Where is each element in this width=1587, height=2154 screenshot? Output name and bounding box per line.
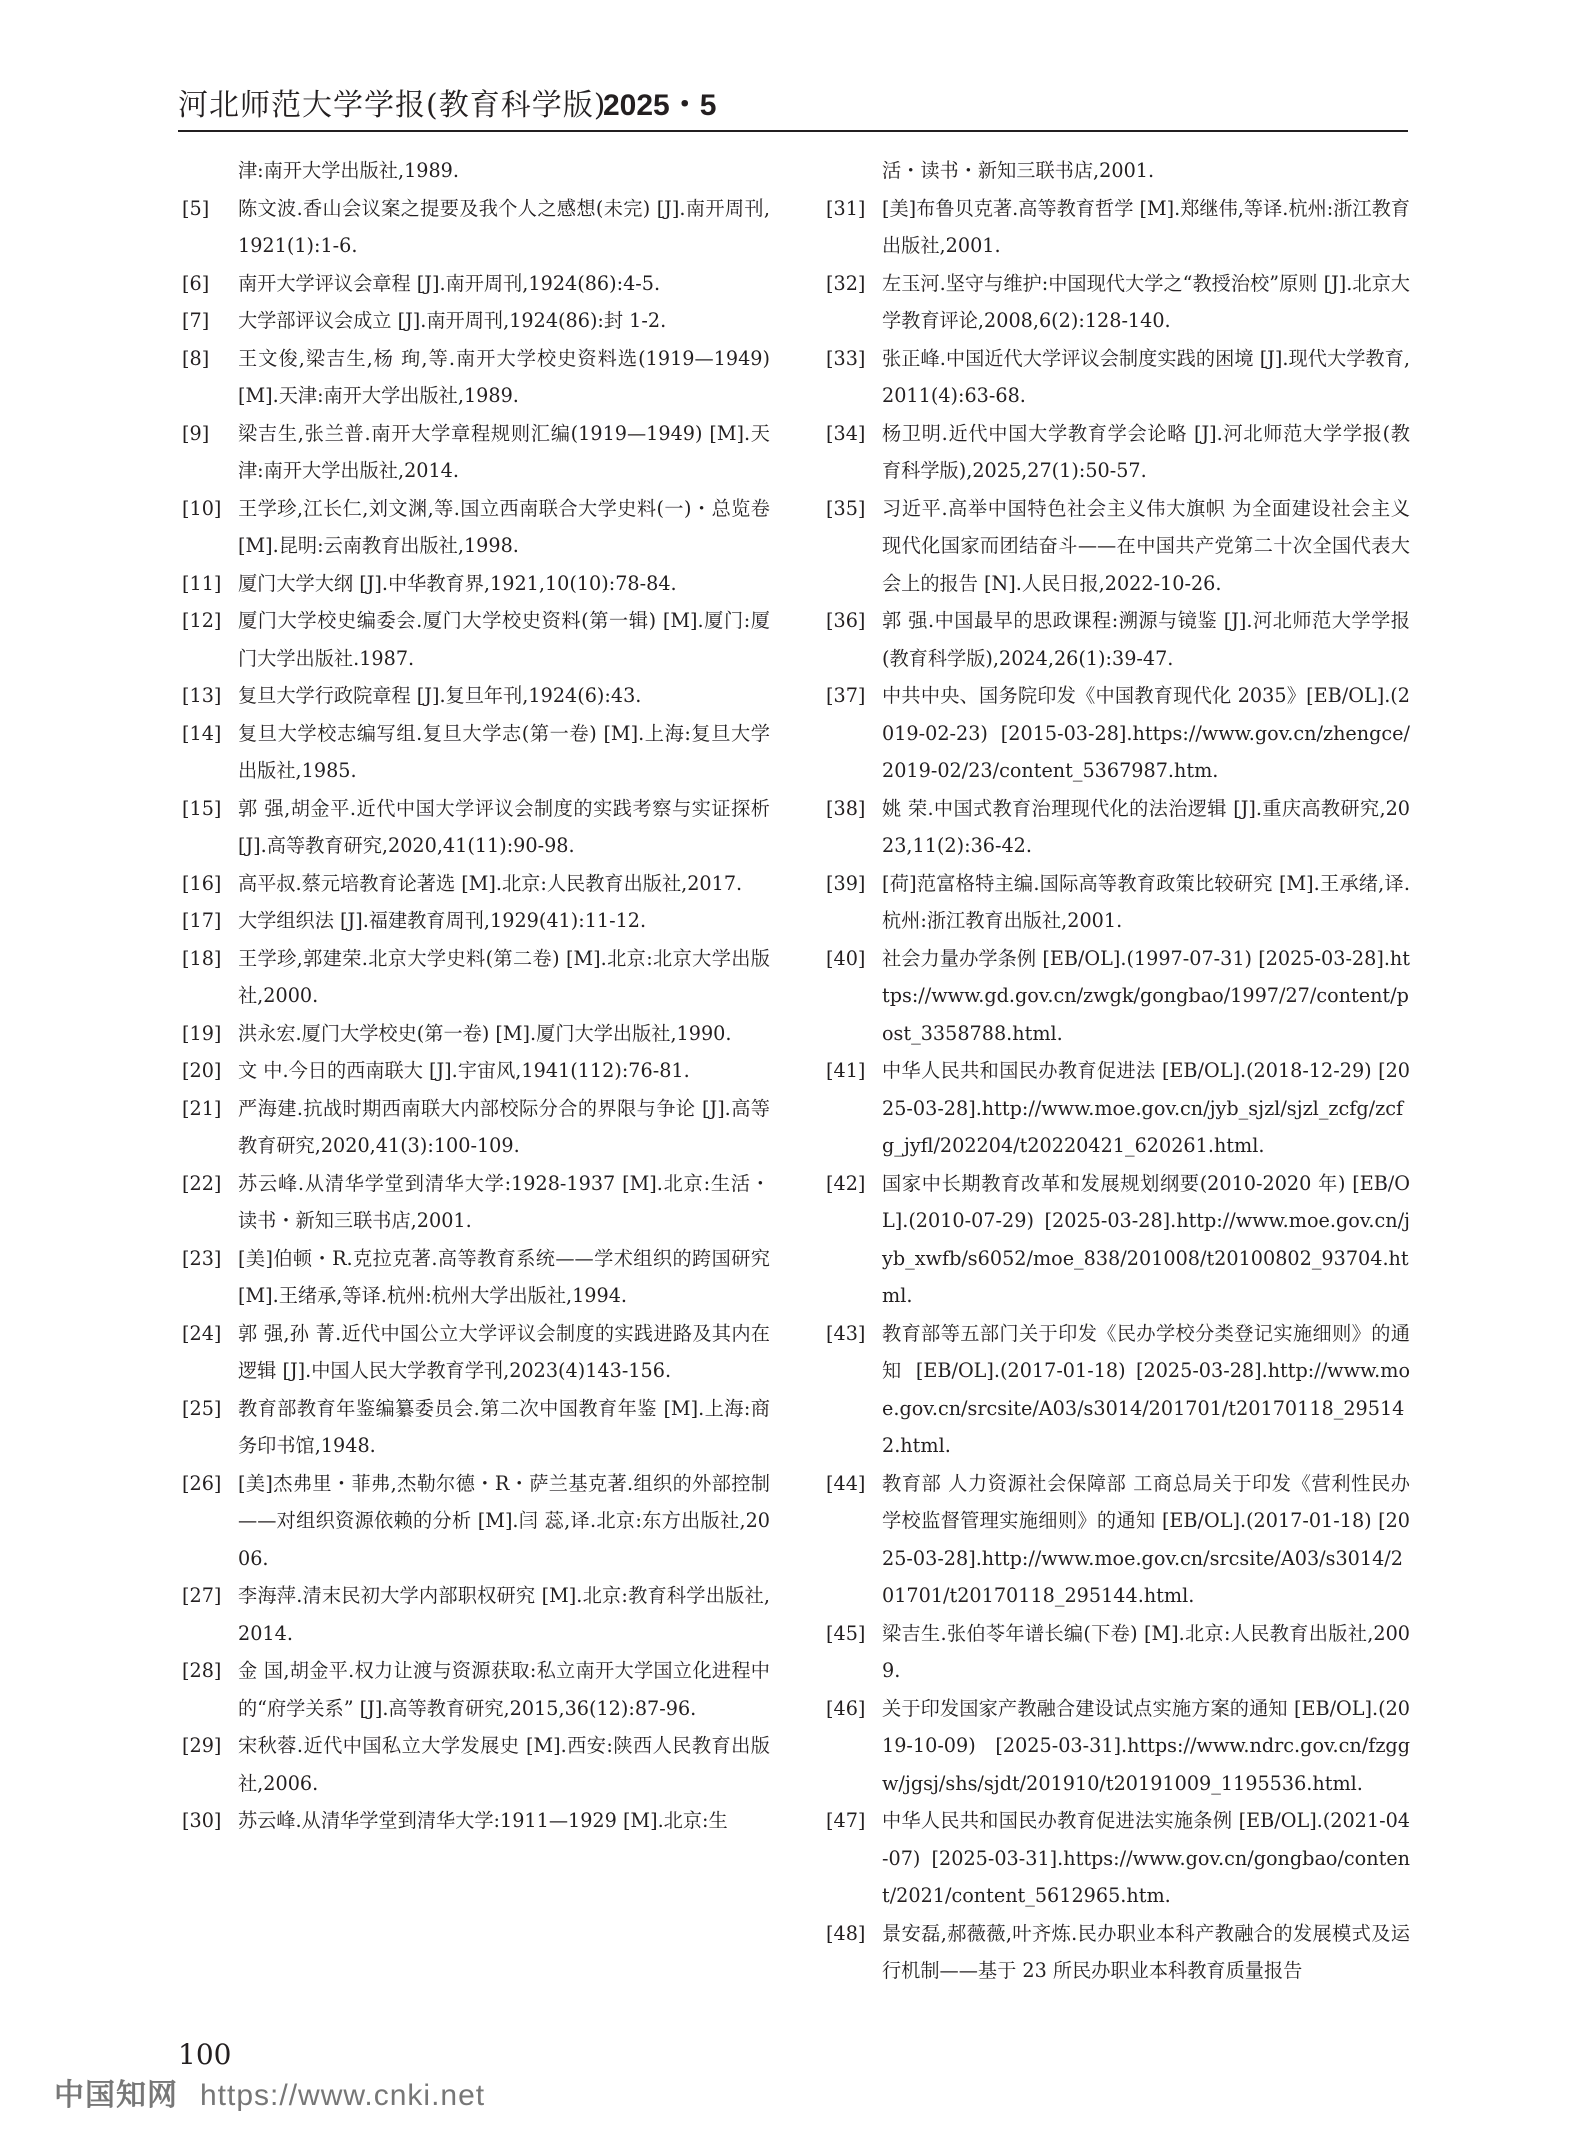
reference-number: [26] <box>182 1471 222 1495</box>
reference-number: [9] <box>182 421 210 445</box>
reference-text: 厦门大学大纲 [J].中华教育界,1921,10(10):78-84. <box>238 571 677 595</box>
reference-text: [美]杰弗里・菲弗,杰勒尔德・R・萨兰基克著.组织的外部控制——对组织资源依赖的分析 [M].闫 蕊,译.北京:东方出版社,2006. <box>238 1471 770 1570</box>
reference-item <box>178 302 770 340</box>
reference-number: [24] <box>182 1321 222 1345</box>
reference-text: [美]布鲁贝克著.高等教育哲学 [M].郑继伟,等译.杭州:浙江教育出版社,2001. <box>882 196 1410 257</box>
reference-number: [29] <box>182 1734 222 1757</box>
reference-text: 苏云峰.从清华学堂到清华大学:1911—1929 [M].北京:生 <box>238 1809 728 1832</box>
watermark-site-name: 中国知网 <box>54 2078 178 2113</box>
reference-number: [17] <box>182 909 222 932</box>
reference-number: [37] <box>826 684 866 707</box>
reference-text: 社会力量办学条例 [EB/OL].(1997-07-31) [2025-03-28].https://www.gd.gov.cn/zwgk/gongbao/1997/27/content/post_3358788.html. <box>882 946 1410 1045</box>
reference-text: 李海萍.清末民初大学内部职权研究 [M].北京:教育科学出版社,2014. <box>238 1584 770 1645</box>
reference-text: 梁吉生,张兰普.南开大学章程规则汇编(1919—1949) [M].天津:南开大学出版社,2014. <box>238 421 770 482</box>
reference-text: 复旦大学行政院章程 [J].复旦年刊,1924(6):43. <box>238 684 642 707</box>
reference-item <box>822 152 1410 190</box>
journal-title: 河北师范大学学报(教育科学版) <box>178 88 607 123</box>
reference-item <box>178 565 770 603</box>
reference-number: [21] <box>182 1096 222 1120</box>
reference-item <box>178 1090 770 1165</box>
reference-item <box>178 1390 770 1465</box>
reference-text: 郭 强,孙 菁.近代中国公立大学评议会制度的实践进路及其内在逻辑 [J].中国人民大学教育学刊,2023(4)143-156. <box>238 1321 770 1382</box>
reference-text: 教育部 人力资源社会保障部 工商总局关于印发《营利性民办学校监督管理实施细则》的通知 [EB/OL].(2017-01-18) [2025-03-28].http://www.moe.gov.cn/srcsite/A03/s3014/201701/t20170118_295144.html. <box>882 1471 1410 1607</box>
reference-number: [18] <box>182 946 222 970</box>
reference-text: 教育部教育年鉴编纂委员会.第二次中国教育年鉴 [M].上海:商务印书馆,1948. <box>238 1396 770 1457</box>
watermark-url: https://www.cnki.net <box>200 2079 486 2112</box>
reference-text: 大学部评议会成立 [J].南开周刊,1924(86):封 1-2. <box>238 309 667 332</box>
cnki-watermark <box>54 2070 485 2114</box>
reference-number: [28] <box>182 1659 222 1682</box>
reference-number: [20] <box>182 1059 222 1082</box>
reference-number: [16] <box>182 871 222 895</box>
reference-item <box>822 1690 1410 1803</box>
reference-number: [42] <box>826 1171 866 1195</box>
reference-number: [47] <box>826 1809 866 1832</box>
reference-text: 景安磊,郝薇薇,叶齐炼.民办职业本科产教融合的发展模式及运行机制——基于 23 所民办职业本科教育质量报告 <box>882 1921 1410 1982</box>
reference-number: [7] <box>182 309 210 332</box>
reference-item <box>178 1652 770 1727</box>
reference-item <box>822 340 1410 415</box>
reference-text: 左玉河.坚守与维护:中国现代大学之“教授治校”原则 [J].北京大学教育评论,2008,6(2):128-140. <box>882 271 1410 332</box>
journal-header <box>178 86 1408 132</box>
reference-item <box>822 1465 1410 1615</box>
reference-number: [13] <box>182 684 222 707</box>
reference-number: [10] <box>182 496 222 520</box>
reference-item <box>822 265 1410 340</box>
reference-text: 郭 强,胡金平.近代中国大学评议会制度的实践考察与实证探析 [J].高等教育研究,2020,41(11):90-98. <box>238 796 770 857</box>
reference-text: 姚 荣.中国式教育治理现代化的法治逻辑 [J].重庆高教研究,2023,11(2):36-42. <box>882 796 1410 857</box>
reference-item <box>822 1615 1410 1690</box>
reference-number: [22] <box>182 1171 222 1195</box>
reference-text: 国家中长期教育改革和发展规划纲要(2010-2020 年) [EB/OL].(2010-07-29) [2025-03-28].http://www.moe.gov.cn/jyb_xwfb/s6052/moe_838/201008/t20100802_93704.html. <box>882 1171 1410 1307</box>
reference-item <box>822 790 1410 865</box>
reference-text: 高平叔.蔡元培教育论著选 [M].北京:人民教育出版社,2017. <box>238 871 743 895</box>
reference-text: 教育部等五部门关于印发《民办学校分类登记实施细则》的通知 [EB/OL].(2017-01-18) [2025-03-28].http://www.moe.gov.cn/srcsite/A03/s3014/201701/t20170118_295142.html. <box>882 1321 1410 1457</box>
reference-item <box>178 1727 770 1802</box>
reference-item <box>822 677 1410 790</box>
references-left-column <box>178 152 770 1840</box>
reference-number: [25] <box>182 1396 222 1420</box>
reference-number: [23] <box>182 1246 222 1270</box>
reference-item <box>822 190 1410 265</box>
reference-item <box>822 1315 1410 1465</box>
reference-item <box>178 1052 770 1090</box>
page-number: 100 <box>178 2038 232 2071</box>
reference-number: [12] <box>182 609 222 632</box>
reference-item <box>178 940 770 1015</box>
reference-number: [32] <box>826 271 866 295</box>
reference-text: 张正峰.中国近代大学评议会制度实践的困境 [J].现代大学教育,2011(4):63-68. <box>882 346 1410 407</box>
reference-item <box>178 1165 770 1240</box>
reference-number: [41] <box>826 1059 866 1082</box>
reference-text: 大学组织法 [J].福建教育周刊,1929(41):11-12. <box>238 909 647 932</box>
reference-item <box>822 1915 1410 1990</box>
reference-item <box>178 865 770 903</box>
reference-number: [48] <box>826 1921 866 1945</box>
reference-number: [44] <box>826 1471 866 1495</box>
reference-text: 关于印发国家产教融合建设试点实施方案的通知 [EB/OL].(2019-10-09) [2025-03-31].https://www.ndrc.gov.cn/fzggw/jgsj/shs/sjdt/201910/t20191009_1195536.html. <box>882 1696 1410 1795</box>
reference-number: [38] <box>826 796 866 820</box>
reference-text: 严海建.抗战时期西南联大内部校际分合的界限与争论 [J].高等教育研究,2020,41(3):100-109. <box>238 1096 770 1157</box>
reference-number: [5] <box>182 196 210 220</box>
reference-number: [36] <box>826 609 866 632</box>
reference-number: [11] <box>182 571 222 595</box>
reference-number: [6] <box>182 271 210 295</box>
reference-number: [33] <box>826 346 866 370</box>
reference-item <box>178 1015 770 1053</box>
reference-text: 活・读书・新知三联书店,2001. <box>882 159 1155 182</box>
reference-number: [15] <box>182 796 222 820</box>
reference-item <box>178 1802 770 1840</box>
reference-number: [46] <box>826 1696 866 1720</box>
reference-text: 杨卫明.近代中国大学教育学会论略 [J].河北师范大学学报(教育科学版),2025,27(1):50-57. <box>882 421 1410 482</box>
reference-number: [14] <box>182 721 222 745</box>
reference-item <box>178 1577 770 1652</box>
reference-number: [39] <box>826 871 866 895</box>
references-right-column <box>822 152 1410 1990</box>
reference-item <box>178 1465 770 1578</box>
reference-text: 梁吉生.张伯苓年谱长编(下卷) [M].北京:人民教育出版社,2009. <box>882 1621 1410 1682</box>
reference-item <box>822 490 1410 603</box>
reference-text: [荷]范富格特主编.国际高等教育政策比较研究 [M].王承绪,译.杭州:浙江教育出版社,2001. <box>882 871 1410 932</box>
reference-item <box>178 677 770 715</box>
reference-item <box>178 1315 770 1390</box>
reference-item <box>822 415 1410 490</box>
reference-text: 南开大学评议会章程 [J].南开周刊,1924(86):4-5. <box>238 271 661 295</box>
reference-text: 王学珍,江长仁,刘文渊,等.国立西南联合大学史料(一)・总览卷 [M].昆明:云南教育出版社,1998. <box>238 496 770 557</box>
reference-item <box>822 1052 1410 1165</box>
reference-text: 中华人民共和国民办教育促进法实施条例 [EB/OL].(2021-04-07) [2025-03-31].https://www.gov.cn/gongbao/content/2021/content_5612965.htm. <box>882 1809 1410 1907</box>
reference-item <box>822 1165 1410 1315</box>
reference-item <box>822 940 1410 1053</box>
reference-item <box>178 715 770 790</box>
reference-item <box>822 865 1410 940</box>
issue-number: 2025・5 <box>603 89 717 122</box>
reference-item <box>178 602 770 677</box>
reference-text: 洪永宏.厦门大学校史(第一卷) [M].厦门大学出版社,1990. <box>238 1021 732 1045</box>
reference-number: [34] <box>826 421 866 445</box>
reference-number: [30] <box>182 1809 222 1832</box>
reference-item <box>178 152 770 190</box>
reference-item <box>822 1802 1410 1915</box>
reference-text: 习近平.高举中国特色社会主义伟大旗帜 为全面建设社会主义现代化国家而团结奋斗——在中国共产党第二十次全国代表大会上的报告 [N].人民日报,2022-10-26. <box>882 496 1410 595</box>
reference-item <box>822 602 1410 677</box>
reference-text: 复旦大学校志编写组.复旦大学志(第一卷) [M].上海:复旦大学出版社,1985. <box>238 721 770 782</box>
reference-text: 王文俊,梁吉生,杨 珣,等.南开大学校史资料选(1919—1949) [M].天津:南开大学出版社,1989. <box>238 346 770 407</box>
reference-item <box>178 415 770 490</box>
reference-number: [35] <box>826 496 866 520</box>
reference-text: [美]伯顿・R.克拉克著.高等教育系统——学术组织的跨国研究 [M].王绪承,等译.杭州:杭州大学出版社,1994. <box>238 1246 770 1307</box>
reference-text: 金 国,胡金平.权力让渡与资源获取:私立南开大学国立化进程中的“府学关系” [J].高等教育研究,2015,36(12):87-96. <box>238 1659 770 1720</box>
reference-item <box>178 790 770 865</box>
reference-number: [45] <box>826 1621 866 1645</box>
reference-text: 王学珍,郭建荣.北京大学史料(第二卷) [M].北京:北京大学出版社,2000. <box>238 946 770 1007</box>
reference-text: 中华人民共和国民办教育促进法 [EB/OL].(2018-12-29) [2025-03-28].http://www.moe.gov.cn/jyb_sjzl/sjzl_zcfg/zcfg_jyfl/202204/t20220421_620261.html. <box>882 1059 1410 1157</box>
reference-number: [8] <box>182 346 210 370</box>
reference-number: [40] <box>826 946 866 970</box>
reference-number: [19] <box>182 1021 222 1045</box>
reference-number: [43] <box>826 1321 866 1345</box>
reference-item <box>178 1240 770 1315</box>
reference-number: [31] <box>826 196 866 220</box>
reference-item <box>178 340 770 415</box>
reference-text: 苏云峰.从清华学堂到清华大学:1928-1937 [M].北京:生活・读书・新知三联书店,2001. <box>238 1171 770 1232</box>
reference-item <box>178 490 770 565</box>
reference-text: 陈文波.香山会议案之提要及我个人之感想(未完) [J].南开周刊,1921(1):1-6. <box>238 196 770 257</box>
reference-text: 中共中央、国务院印发《中国教育现代化 2035》[EB/OL].(2019-02-23) [2015-03-28].https://www.gov.cn/zhengce/2019-02/23/content_5367987.htm. <box>882 684 1410 782</box>
reference-number: [27] <box>182 1584 222 1607</box>
reference-item <box>178 902 770 940</box>
reference-text: 厦门大学校史编委会.厦门大学校史资料(第一辑) [M].厦门:厦门大学出版社.1987. <box>238 609 770 670</box>
reference-text: 文 中.今日的西南联大 [J].宇宙风,1941(112):76-81. <box>238 1059 690 1082</box>
reference-text: 津:南开大学出版社,1989. <box>238 159 459 182</box>
reference-text: 郭 强.中国最早的思政课程:溯源与镜鉴 [J].河北师范大学学报(教育科学版),2024,26(1):39-47. <box>882 609 1410 670</box>
reference-item <box>178 265 770 303</box>
reference-item <box>178 190 770 265</box>
reference-text: 宋秋蓉.近代中国私立大学发展史 [M].西安:陕西人民教育出版社,2006. <box>238 1734 770 1795</box>
